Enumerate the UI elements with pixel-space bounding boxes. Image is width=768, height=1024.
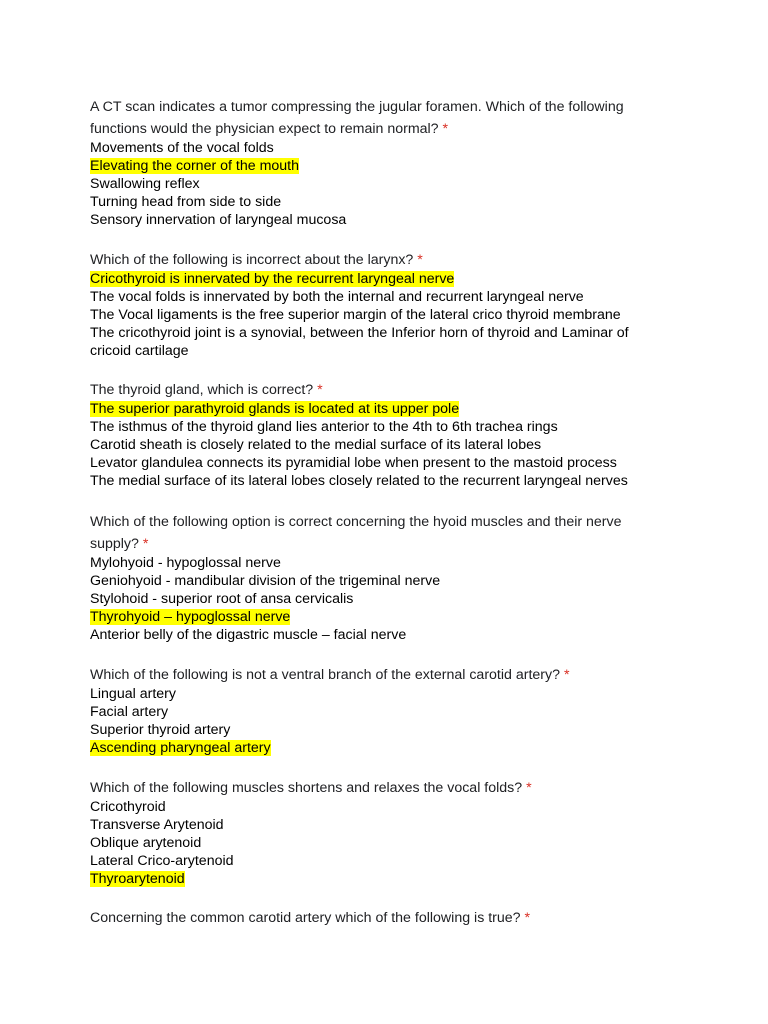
required-asterisk: * [524, 910, 531, 926]
answer-option [90, 306, 750, 324]
answer-option [90, 454, 750, 472]
answer-option-text: Geniohyoid - mandibular division of the trigeminal nerve [90, 573, 441, 589]
question-block [90, 908, 750, 928]
answer-option-text: Transverse Arytenoid [90, 817, 224, 833]
answer-option-highlighted [90, 270, 750, 288]
required-asterisk: * [526, 780, 532, 796]
question-line: Concerning the common carotid artery which of the following is true? [90, 910, 521, 926]
answer-option-text: The Vocal ligaments is the free superior margin of the lateral crico thyroid membrane [90, 307, 621, 323]
question-block [90, 778, 750, 888]
answer-option-text: Ascending pharyngeal artery [90, 740, 271, 756]
answer-option [90, 324, 750, 342]
question-line: Which of the following muscles shortens and relaxes the vocal folds? [90, 780, 523, 796]
answer-option-text: The vocal folds is innervated by both the internal and recurrent laryngeal nerve [90, 289, 584, 305]
question-line: Which of the following is not a ventral branch of the external carotid artery? [90, 667, 561, 683]
answer-option [90, 175, 750, 193]
answer-option [90, 590, 750, 608]
answer-option-text: Thyroarytenoid [90, 871, 185, 887]
answer-option [90, 418, 750, 436]
question-text [90, 778, 750, 798]
answer-option [90, 436, 750, 454]
answer-option-text: Facial artery [90, 704, 169, 720]
required-asterisk: * [417, 252, 423, 268]
question-line: The thyroid gland, which is correct? [90, 382, 314, 398]
answer-option-highlighted [90, 157, 750, 175]
question-text [90, 908, 750, 928]
question-text [90, 512, 750, 532]
answer-option-text: cricoid cartilage [90, 343, 189, 359]
question-line: Which of the following option is correct concerning the hyoid muscles and their nerve [90, 514, 622, 530]
answer-option [90, 342, 750, 360]
answer-option [90, 472, 750, 490]
question-text [90, 119, 750, 139]
answer-option-text: The isthmus of the thyroid gland lies anterior to the 4th to 6th trachea rings [90, 419, 558, 435]
answer-option [90, 554, 750, 572]
answer-option [90, 816, 750, 834]
required-asterisk: * [563, 667, 570, 683]
answer-option-text: Turning head from side to side [90, 194, 282, 210]
answer-option-text: Levator glandulea connects its pyramidial lobe when present to the mastoid process [90, 455, 617, 471]
question-text [90, 665, 750, 685]
answer-option-text: Oblique arytenoid [90, 835, 202, 851]
answer-option [90, 626, 750, 644]
answer-option-highlighted [90, 400, 750, 418]
answer-option-text: Elevating the corner of the mouth [90, 158, 299, 174]
question-block [90, 250, 750, 360]
answer-option-highlighted [90, 608, 750, 626]
answer-option-text: Anterior belly of the digastric muscle – facial nerve [90, 627, 407, 643]
answer-options [90, 685, 750, 757]
question-text [90, 534, 750, 554]
answer-option [90, 721, 750, 739]
question-line: A CT scan indicates a tumor compressing the jugular foramen. Which of the following [90, 99, 624, 115]
answer-option [90, 798, 750, 816]
answer-options [90, 400, 750, 490]
question-line: Which of the following is incorrect about the larynx? [90, 252, 414, 268]
answer-option-highlighted [90, 870, 750, 888]
question-block [90, 665, 750, 757]
answer-option [90, 288, 750, 306]
question-line: functions would the physician expect to remain normal? [90, 121, 439, 137]
answer-option [90, 139, 750, 157]
answer-option [90, 211, 750, 229]
answer-option-text: The cricothyroid joint is a synovial, between the Inferior horn of thyroid and Laminar of [90, 325, 629, 341]
answer-option-text: The superior parathyroid glands is located at its upper pole [90, 401, 460, 417]
question-text [90, 97, 750, 117]
answer-option-text: Sensory innervation of laryngeal mucosa [90, 212, 347, 228]
answer-option-text: Lateral Crico-arytenoid [90, 853, 234, 869]
answer-option-text: The medial surface of its lateral lobes closely related to the recurrent laryngeal nerves [90, 473, 628, 489]
answer-options [90, 554, 750, 644]
answer-options [90, 270, 750, 360]
answer-option-text: Mylohyoid - hypoglossal nerve [90, 555, 281, 571]
required-asterisk: * [442, 121, 449, 137]
answer-option-text: Cricothyroid is innervated by the recurrent laryngeal nerve [90, 271, 455, 287]
question-line: supply? [90, 536, 139, 552]
answer-option-text: Cricothyroid [90, 799, 166, 815]
answer-option-highlighted [90, 739, 750, 757]
question-block [90, 380, 750, 490]
answer-option [90, 852, 750, 870]
answer-option-text: Carotid sheath is closely related to the medial surface of its lateral lobes [90, 437, 542, 453]
question-block [90, 512, 750, 644]
question-block [90, 97, 750, 229]
answer-option-text: Swallowing reflex [90, 176, 200, 192]
answer-option [90, 703, 750, 721]
answer-option [90, 572, 750, 590]
required-asterisk: * [317, 382, 323, 398]
answer-option-text: Superior thyroid artery [90, 722, 231, 738]
answer-option-text: Lingual artery [90, 686, 176, 702]
answer-option-text: Movements of the vocal folds [90, 140, 274, 156]
answer-option [90, 834, 750, 852]
answer-option [90, 685, 750, 703]
answer-option-text: Thyrohyoid – hypoglossal nerve [90, 609, 291, 625]
question-text [90, 380, 750, 400]
answer-option-text: Stylohoid - superior root of ansa cervicalis [90, 591, 354, 607]
question-text [90, 250, 750, 270]
answer-option [90, 193, 750, 211]
required-asterisk: * [142, 536, 149, 552]
answer-options [90, 798, 750, 888]
answer-options [90, 139, 750, 229]
